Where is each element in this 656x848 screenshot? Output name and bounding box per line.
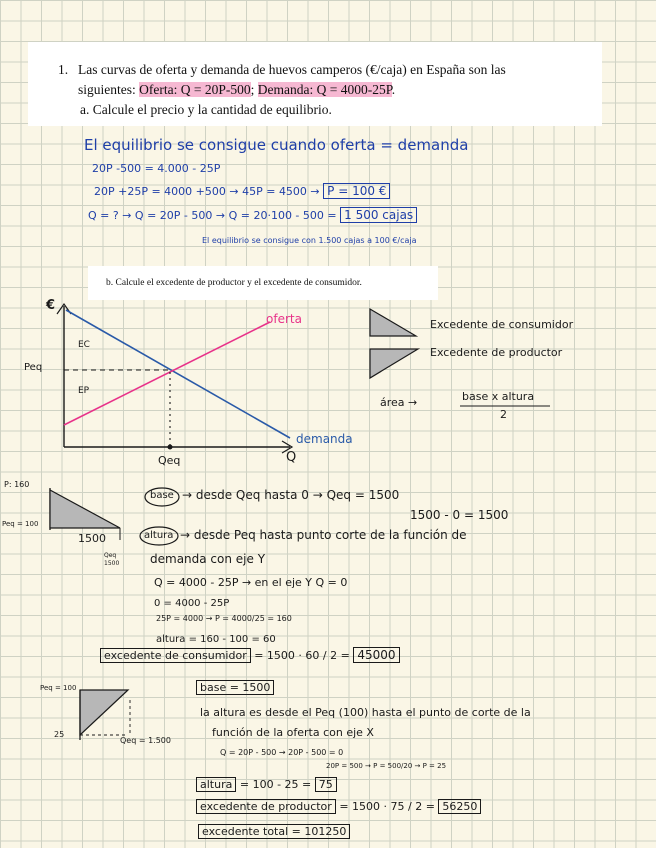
cons-base-text: → desde Qeq hasta 0 → Qeq = 1500 <box>182 488 400 502</box>
cons-altura-label: altura <box>144 530 174 541</box>
area-formula-numerator: base x altura <box>462 390 535 403</box>
prod-altura-value-box: 75 <box>315 777 337 792</box>
cons-eq-3: 25P = 4000 → P = 4000/25 = 160 <box>156 614 292 623</box>
cons-peq100: Peq = 100 <box>2 520 39 528</box>
cons-base-1500: 1500 <box>78 532 106 545</box>
cons-p160: P: 160 <box>4 480 30 489</box>
cons-surplus-formula: = 1500 · 60 / 2 = <box>254 649 350 662</box>
legend-consumer-surplus: Excedente de consumidor <box>430 318 574 331</box>
question-number: 1. <box>58 62 69 77</box>
total-surplus-box: excedente total = 101250 <box>198 824 350 839</box>
cons-altura-text: → desde Peq hasta punto corte de la función de <box>180 528 467 542</box>
qeq-label: Qeq <box>158 454 181 467</box>
price-result-box: P = 100 € <box>323 183 390 199</box>
cons-surplus-label-box: excedente de consumidor <box>100 648 251 663</box>
demand-curve-label: demanda <box>296 432 353 446</box>
demand-equation: Demanda: Q = 4000-25P <box>257 82 392 97</box>
legend-producer-surplus: Excedente de productor <box>430 346 563 359</box>
prod-peq100: Peq = 100 <box>40 684 77 692</box>
cons-qeq-val: 1500 <box>104 560 120 567</box>
question-part-a: a. Calcule el precio y la cantidad de equilibrio. <box>80 102 332 117</box>
cons-base-label: base <box>150 490 174 501</box>
prod-surplus-label-box: excedente de productor <box>196 799 336 814</box>
cons-result-row <box>100 648 400 662</box>
prod-altura-row <box>196 778 337 791</box>
cons-qeq: Qeq <box>104 552 117 559</box>
cons-eq-4: altura = 160 - 100 = 60 <box>156 634 276 645</box>
area-formula-denominator: 2 <box>500 408 507 421</box>
sol-a-line-1: El equilibrio se consigue cuando oferta = demanda <box>84 136 469 154</box>
peq-label: Peq <box>24 362 43 373</box>
prod-surplus-formula: = 1500 · 75 / 2 = <box>339 800 435 813</box>
cons-eq-1: Q = 4000 - 25P → en el eje Y Q = 0 <box>154 576 348 589</box>
ep-label: EP <box>78 386 90 396</box>
axis-euro-label: € <box>46 298 56 313</box>
area-label: área → <box>380 396 418 409</box>
prod-surplus-value-box: 56250 <box>438 799 481 814</box>
prod-altura-calc: = 100 - 25 = <box>239 778 312 791</box>
sol-a-line-2: 20P -500 = 4.000 - 25P <box>92 162 221 175</box>
cons-base-calc: 1500 - 0 = 1500 <box>410 508 509 522</box>
prod-altura-label-box: altura <box>196 777 236 792</box>
prod-p25: 25 <box>54 730 65 739</box>
prod-eq-2: 20P = 500 → P = 500/20 → P = 25 <box>326 762 447 770</box>
prod-line-2: función de la oferta con eje X <box>212 726 374 739</box>
supply-curve-label: oferta <box>266 312 302 326</box>
period: . <box>391 82 396 97</box>
sol-a-line-3-text: 20P +25P = 4000 +500 → 45P = 4500 → <box>94 185 320 198</box>
ec-label: EC <box>78 340 90 350</box>
sol-a-line-4-text: Q = ? → Q = 20P - 500 → Q = 20·100 - 500 = <box>88 209 337 222</box>
prod-base-box: base = 1500 <box>196 680 274 695</box>
question-line-1: Las curvas de oferta y demanda de huevos camperos (€/caja) en España son las <box>78 62 506 77</box>
prod-result-row <box>196 800 481 813</box>
prod-qeq: Qeq = 1.500 <box>120 736 171 745</box>
sol-a-conclusion: El equilibrio se consigue con 1.500 cajas a 100 €/caja <box>202 236 417 245</box>
separator: ; <box>250 82 258 97</box>
quantity-result-box: 1 500 cajas <box>340 207 417 223</box>
prod-line-1: la altura es desde el Peq (100) hasta el punto de corte de la <box>200 706 531 719</box>
q-axis-label: Q <box>286 450 297 465</box>
cons-altura-text-2: demanda con eje Y <box>150 552 266 566</box>
question-part-b: b. Calcule el excedente de productor y el excedente de consumidor. <box>106 278 362 288</box>
cons-surplus-value-box: 45000 <box>353 647 399 663</box>
supply-equation: Oferta: Q = 20P-500 <box>139 82 251 97</box>
question-prefix: siguientes: <box>78 82 140 97</box>
cons-eq-2: 0 = 4000 - 25P <box>154 598 230 609</box>
prod-eq-1: Q = 20P - 500 → 20P - 500 = 0 <box>220 748 344 757</box>
